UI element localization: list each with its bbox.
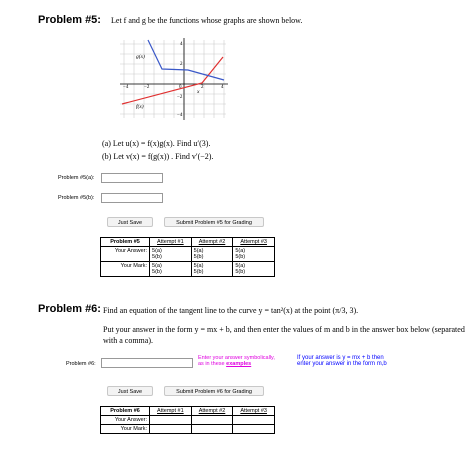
problem5-attempts-table — [100, 237, 275, 277]
table-row — [101, 407, 275, 416]
answer-cell — [191, 247, 233, 262]
problem6-intro: Find an equation of the tangent line to the curve y = tan²(x) at the point (π/3, 3). — [103, 306, 359, 315]
tick-y4: 4 — [180, 42, 183, 47]
cell-5b: 5(b) — [193, 254, 204, 260]
mark-cell — [150, 262, 192, 277]
x-axis-label: x — [197, 89, 200, 95]
problem5-title: Problem #5: — [38, 14, 101, 26]
cell-5b: 5(b) — [193, 269, 204, 275]
problem5-intro: Let f and g be the functions whose graphs are shown below. — [111, 16, 303, 25]
tick-xn4: −4 — [123, 85, 129, 90]
cell-5a: 5(a) — [152, 263, 162, 269]
your-answer-label: Your Answer: — [101, 247, 150, 262]
submit-5-button[interactable]: Submit Problem #5 for Grading — [164, 217, 264, 227]
problem5-part-b: (b) Let v(x) = f(g(x)) . Find v′(−2). — [102, 152, 214, 161]
table-head-attempt3[interactable]: Attempt #3 — [233, 407, 275, 416]
format-hint-line-2: enter your answer in the form m,b — [297, 361, 387, 367]
tick-yn2: −2 — [177, 95, 183, 100]
format-hint — [297, 355, 387, 367]
problem6-instructions-2: with a comma). — [103, 336, 153, 345]
table-head-attempt1[interactable]: Attempt #1 — [150, 407, 192, 416]
table-head-attempt1[interactable]: Attempt #1 — [150, 238, 192, 247]
table-head-attempt2[interactable]: Attempt #2 — [191, 407, 233, 416]
tick-x0: 0 — [179, 85, 182, 90]
function-graph — [118, 36, 230, 122]
mark-cell — [191, 262, 233, 277]
answer-6-input[interactable] — [101, 358, 193, 368]
cell-5b: 5(b) — [152, 254, 162, 260]
answer-cell — [233, 247, 275, 262]
table-head-attempt3[interactable]: Attempt #3 — [233, 238, 275, 247]
answer-5a-label: Problem #5(a): — [58, 175, 95, 181]
hint-line-2 — [198, 361, 275, 367]
problem6-attempts-table — [100, 406, 275, 434]
problem5-part-a: (a) Let u(x) = f(x)g(x). Find u′(3). — [102, 139, 211, 148]
mark-cell — [191, 425, 233, 434]
your-mark-label: Your Mark: — [101, 262, 150, 277]
answer-cell — [150, 247, 192, 262]
tick-y2: 2 — [180, 62, 183, 67]
cell-5a: 5(a) — [193, 248, 204, 254]
table-row — [101, 238, 275, 247]
table-row — [101, 416, 275, 425]
format-hint-line-1: If your answer is y = mx + b then — [297, 355, 384, 361]
cell-5b: 5(b) — [235, 254, 246, 260]
table-row — [101, 247, 275, 262]
tick-x4: 4 — [221, 85, 224, 90]
examples-link[interactable]: examples — [226, 361, 252, 367]
hint-line-2-text: as in these — [198, 361, 227, 367]
your-answer-label: Your Answer: — [101, 416, 150, 425]
answer-cell — [150, 416, 192, 425]
mark-cell — [150, 425, 192, 434]
answer-5b-label: Problem #5(b): — [58, 195, 95, 201]
g-label: g(x) — [136, 54, 145, 60]
table-row — [101, 425, 275, 434]
submit-6-button[interactable]: Submit Problem #6 for Grading — [164, 386, 264, 396]
tick-yn4: −4 — [177, 113, 183, 118]
cell-5a: 5(a) — [235, 248, 246, 254]
tick-xn2: −2 — [144, 85, 150, 90]
answer-cell — [233, 416, 275, 425]
hint-line-1: Enter your answer symbolically, — [198, 355, 275, 361]
mark-cell — [233, 262, 275, 277]
answer-5b-input[interactable] — [101, 193, 163, 203]
just-save-5-button[interactable]: Just Save — [107, 217, 153, 227]
problem6-instructions-1: Put your answer in the form y = mx + b, and then enter the values of m and b in the answer box below (separated — [103, 325, 465, 334]
mark-cell — [233, 425, 275, 434]
table-head-problem: Problem #6 — [101, 407, 150, 416]
table-head-attempt2[interactable]: Attempt #2 — [191, 238, 233, 247]
table-head-problem: Problem #5 — [101, 238, 150, 247]
answer-5a-input[interactable] — [101, 173, 163, 183]
cell-5a: 5(a) — [152, 248, 162, 254]
your-mark-label: Your Mark: — [101, 425, 150, 434]
problem6-title: Problem #6: — [38, 303, 101, 315]
answer-6-label: Problem #6: — [66, 361, 96, 367]
f-label: f(x) — [136, 104, 144, 110]
cell-5a: 5(a) — [193, 263, 204, 269]
cell-5b: 5(b) — [152, 269, 162, 275]
cell-5b: 5(b) — [235, 269, 246, 275]
cell-5a: 5(a) — [235, 263, 246, 269]
just-save-6-button[interactable]: Just Save — [107, 386, 153, 396]
tick-x2: 2 — [201, 85, 204, 90]
table-row — [101, 262, 275, 277]
answer-cell — [191, 416, 233, 425]
symbolic-hint — [198, 355, 275, 367]
